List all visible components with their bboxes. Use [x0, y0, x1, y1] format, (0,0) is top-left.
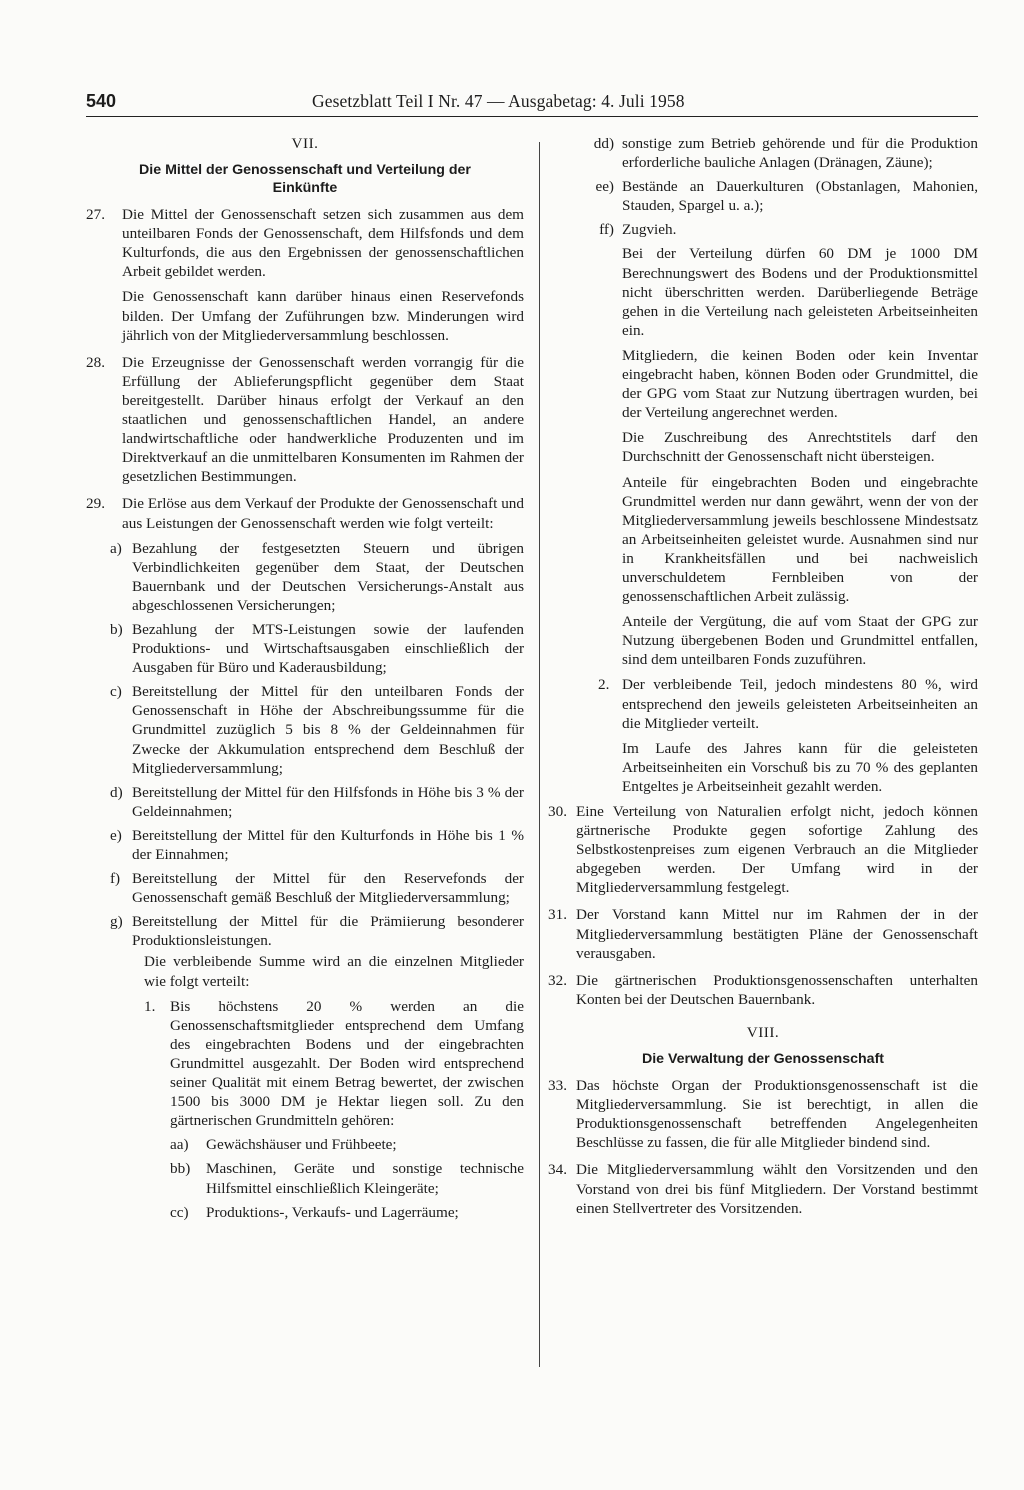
item-text: Bereitstellung der Mittel für den unteilbaren Fonds der Genossenschaft in Höhe der Abschreibungssumme für die Grundmittel zuzüglich 5 bis 8 % der Geldeinnahmen für Zwecke der Akkumulation entsprechend dem Beschluß der Mitgliederversammlung; — [132, 683, 524, 777]
distribution-limit-text: Bei der Verteilung dürfen 60 DM je 1000 DM Berechnungswert des Bodens und der Produktionsmittel nicht überschritten werden. Darüberliegende Beträge gehen in die Verteilung nach geleisteten Arbeitseinheiten ein. — [622, 245, 978, 339]
item-label: a) — [110, 539, 122, 557]
paragraph-text: Die Erlöse aus dem Verkauf der Produkte der Genossenschaft und aus Leistungen der Genossenschaft werden wie folgt verteilt: — [122, 495, 524, 532]
item-label: ff) — [599, 221, 614, 239]
item-text: Im Laufe des Jahres kann für die geleisteten Arbeitseinheiten ein Vorschuß bis zu 70 % des geplanten Entgeltes je Arbeitseinheit gezahlt werden. — [622, 739, 978, 795]
item-text: Bereitstellung der Mittel für den Reservefonds der Genossenschaft gemäß Beschluß der Mitgliederversammlung; — [132, 870, 524, 907]
paragraph-number: 27. — [86, 206, 105, 224]
paragraph-text: Die gärtnerischen Produktionsgenossenschaften unterhalten Konten bei der Deutschen Bauernbank. — [576, 971, 978, 1008]
list-item-c — [110, 682, 524, 777]
item-label: ee) — [595, 178, 614, 196]
item-label: 1. — [144, 997, 156, 1015]
item-text: Produktions-, Verkaufs- und Lagerräume; — [206, 1203, 459, 1221]
item-label: d) — [110, 783, 123, 801]
remaining-sum-text: Die verbleibende Summe wird an die einzelnen Mitglieder wie folgt verteilt: — [144, 953, 524, 990]
paragraph-text: Die Mittel der Genossenschaft setzen sich zusammen aus dem unteilbaren Fonds der Genossenschaft, dem Hilfsfonds und dem Kulturfonds, die aus den Ergebnissen der genossenschaftlichen Arbeit gebildet werden. — [122, 206, 524, 281]
column-divider — [539, 142, 540, 1367]
entitlement-text: Die Zuschreibung des Anrechtstitels darf den Durchschnitt der Genossenschaft nicht übersteigen. — [622, 429, 978, 466]
list-item-f — [110, 869, 524, 907]
item-text: Zugvieh. — [622, 221, 677, 239]
item-label: bb) — [170, 1160, 191, 1178]
paragraph-text: Die Erzeugnisse der Genossenschaft werden vorrangig für die Erfüllung der Ablieferungspflicht gegenüber dem Staat bereitgestellt. Darüber hinaus erfolgt der Verkauf an den staatlichen und genossenschaftlichen Handel, an andere landwirtschaftliche oder handwerkliche Produzenten und im Direktverkauf an die unmittelbaren Konsumenten im Rahmen der gesetzlichen Bestimmungen. — [122, 353, 524, 486]
sub-item-aa — [170, 1135, 524, 1154]
section-8-title — [548, 1023, 978, 1068]
item-label: e) — [110, 826, 122, 844]
sub-item-bb — [170, 1159, 524, 1197]
item-text: Bereitstellung der Mittel für den Hilfsfonds in Höhe bis 3 % der Geldeinnahmen; — [132, 783, 524, 820]
paragraph-text: Die Mitgliederversammlung wählt den Vorsitzenden und den Vorstand von drei bis fünf Mitgliedern. Der Vorstand bestimmt einen Stellvertreter des Vorsitzenden. — [576, 1161, 978, 1217]
item-text: Bezahlung der MTS-Leistungen sowie der laufenden Produktions- und Wirtschaftsausgaben einschließlich der Ausgaben für Büro und Kaderausbildung; — [132, 620, 524, 677]
paragraph-31 — [548, 905, 978, 962]
item-label: dd) — [593, 135, 614, 152]
item-text: sonstige zum Betrieb gehörende und für die Produktion erforderliche bauliche Anlagen (Dränagen, Zäune); — [622, 135, 978, 172]
section-8-heading: Die Verwaltung der Genossenschaft — [641, 1051, 885, 1068]
list-item-d — [110, 783, 524, 821]
paragraph-33 — [548, 1076, 978, 1152]
sub-item-ff — [584, 220, 978, 239]
paragraph-text: Die Genossenschaft kann darüber hinaus einen Reservefonds bilden. Der Umfang der Zuführungen bzw. Minderungen wird jährlich von der Mitgliederversammlung beschlossen. — [122, 288, 524, 344]
item-label: cc) — [170, 1203, 189, 1221]
item-text: Maschinen, Geräte und sonstige technische Hilfsmittel einschließlich Kleingeräte; — [206, 1160, 524, 1197]
paragraph-number: 29. — [86, 495, 105, 513]
list-item-a — [110, 539, 524, 615]
item-text: Der verbleibende Teil, jedoch mindestens 80 %, wird entsprechend den jeweils geleisteten Arbeitseinheiten an die Mitglieder verteilt. — [622, 676, 978, 732]
item-label: f) — [110, 870, 121, 888]
sub-item-ee — [584, 177, 978, 215]
shares-text: Anteile für eingebrachten Boden und eingebrachte Grundmittel werden nur dann gewährt, wenn der von der Mitgliederversammlung jeweils beschlossene Mindestsatz an Arbeitseinheiten geleistet wurde. Ausnahmen sind nur in Krankheitsfällen und bei nachweislich unverschuldetem Fernbleiben von der genossenschaftlichen Arbeit zulässig. — [622, 473, 978, 606]
item-text: Bereitstellung der Mittel für den Kulturfonds in Höhe bis 1 % der Einnahmen; — [132, 826, 524, 863]
numbered-item-2 — [598, 675, 978, 796]
paragraph-number: 32. — [548, 971, 567, 989]
sub-item-cc — [170, 1203, 524, 1222]
item-text: Bestände an Dauerkulturen (Obstanlagen, Mahonien, Stauden, Spargel u. a.); — [622, 178, 978, 215]
paragraph-number: 33. — [548, 1077, 567, 1095]
item-label: aa) — [170, 1136, 189, 1154]
paragraph-27 — [86, 205, 524, 345]
item-text: Gewächshäuser und Frühbeete; — [206, 1136, 397, 1154]
item-label: 2. — [598, 676, 610, 694]
list-item-e — [110, 826, 524, 864]
remuneration-shares-text: Anteile der Vergütung, die auf vom Staat der GPG zur Nutzung übergebenen Boden und Grundmittel entfallen, sind dem unteilbaren Fonds zuzuführen. — [622, 613, 978, 669]
paragraph-28 — [86, 353, 524, 487]
section-7-number: VII. — [291, 135, 319, 152]
numbered-item-1 — [144, 997, 524, 1222]
list-item-g — [110, 912, 524, 950]
paragraph-32 — [548, 971, 978, 1009]
right-column — [548, 134, 978, 1226]
item-text: Bezahlung der festgesetzten Steuern und übrigen Verbindlichkeiten gegenüber dem Staat, der Deutschen Bauernbank und der Deutschen Versicherungs-Anstalt aus abgeschlossenen Versicherungen; — [132, 539, 524, 614]
item-label: g) — [110, 913, 123, 931]
paragraph-number: 31. — [548, 906, 567, 924]
paragraph-text: Der Vorstand kann Mittel nur im Rahmen der in der Mitgliederversammlung bestätigten Pläne der Genossenschaft verausgaben. — [576, 906, 978, 962]
paragraph-number: 34. — [548, 1161, 567, 1179]
section-7-heading: Die Mittel der Genossenschaft und Verteilung der Einkünfte — [139, 162, 471, 197]
section-7-title — [86, 134, 524, 197]
section-8-number: VIII. — [746, 1023, 780, 1041]
paragraph-30 — [548, 802, 978, 897]
left-column — [86, 128, 524, 1228]
member-inventory-text: Mitgliedern, die keinen Boden oder kein Inventar eingebracht haben, können Boden oder Grundmittel, die der GPG vom Staat zur Nutzung übertragen wurden, bei der Verteilung angerechnet werden. — [622, 346, 978, 422]
list-item-b — [110, 620, 524, 677]
item-label: b) — [110, 620, 123, 638]
item-text: Bereitstellung der Mittel für die Prämiierung besonderer Produktionsleistungen. — [132, 913, 524, 950]
item-label: c) — [110, 683, 122, 701]
gazette-title: Gesetzblatt Teil I Nr. 47 — Ausgabetag: 4. Juli 1958 — [312, 91, 685, 111]
paragraph-29 — [86, 494, 524, 532]
item-text: Bis höchstens 20 % werden an die Genossenschaftsmitglieder entsprechend dem Umfang des eingebrachten Bodens und der eingebrachten Grundmittel ausgezahlt. Der Boden wird entsprechend seiner Qualität mit einem Betrag bewertet, der zwischen 1500 bis 3000 DM je Hektar liegen soll. Zu den gärtnerischen Grundmitteln gehören: — [170, 997, 524, 1130]
page-header — [86, 90, 978, 117]
paragraph-34 — [548, 1160, 978, 1217]
page-number: 540 — [86, 91, 117, 111]
paragraph-text: Eine Verteilung von Naturalien erfolgt nicht, jedoch können gärtnerische Produkte gegen sofortige Zahlung des Selbstkostenpreises zum eigenen Verbrauch an die Mitglieder abgegeben werden. Der Umfang wird in der Mitgliederversammlung festgelegt. — [576, 803, 978, 897]
sub-item-dd — [584, 134, 978, 172]
paragraph-number: 28. — [86, 353, 105, 371]
paragraph-text: Das höchste Organ der Produktionsgenossenschaft ist die Mitgliederversammlung. Sie ist berechtigt, in allen die Produktionsgenossenschaft betreffenden Angelegenheiten Beschlüsse zu fassen, die für alle Mitglieder bindend sind. — [576, 1077, 978, 1152]
paragraph-number: 30. — [548, 803, 567, 820]
